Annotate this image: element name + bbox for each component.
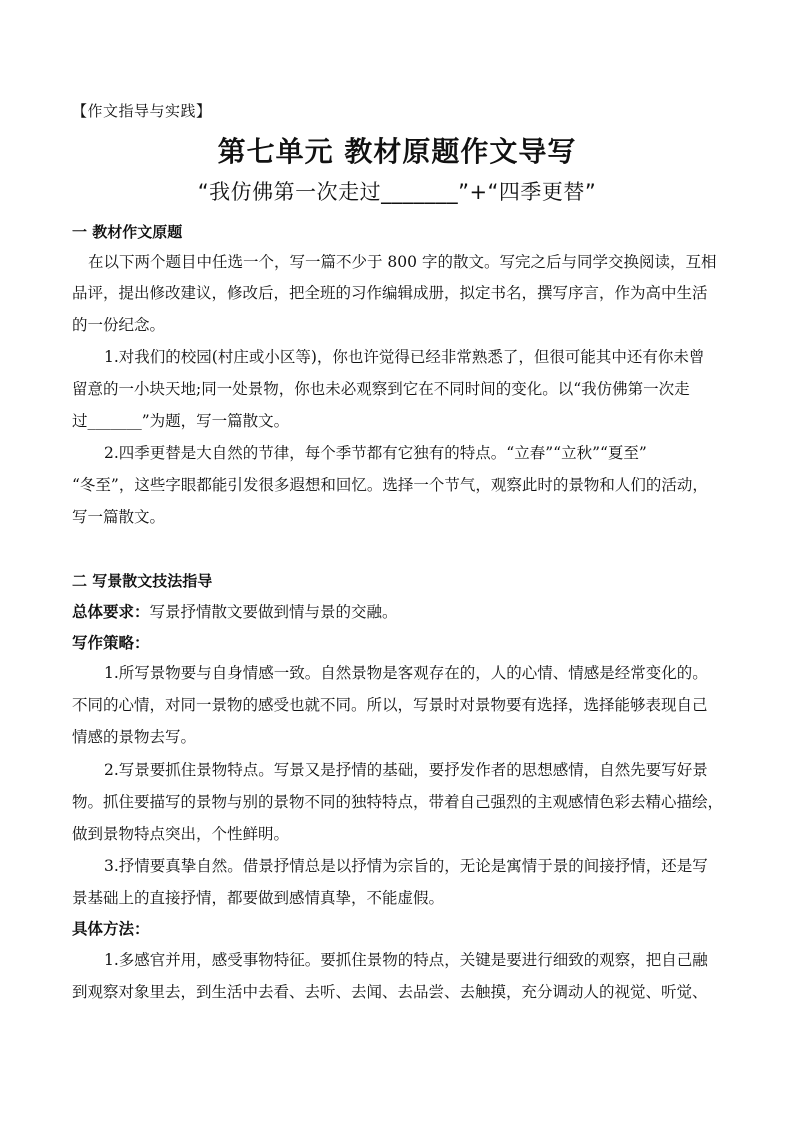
paragraph-line: 的一份纪念。 <box>72 316 166 334</box>
paragraph-line: 做到景物特点突出，个性鲜明。 <box>72 825 290 843</box>
paragraph-line: 1.对我们的校园(村庄或小区等)，你也许觉得已经非常熟悉了，但很可能其中还有你未曾 <box>104 348 705 366</box>
paragraph-line: 不同的心情，对同一景物的感受也就不同。所以，写景时对景物要有选择，选择能够表现自己 <box>72 696 708 714</box>
section2-heading: 二 写景散文技法指导 <box>72 572 213 590</box>
paragraph-line: 到观察对象里去，到生活中去看、去听、去闻、去品尝、去触摸，充分调动人的视觉、听觉、 <box>72 983 708 1001</box>
paragraph-line: 1.多感官并用，感受事物特征。要抓住景物的特点，关键是要进行细致的观察，把自己融 <box>104 951 708 969</box>
paragraph-line: 1.所写景物要与自身情感一致。自然景物是客观存在的，人的心情、情感是经常变化的。 <box>104 664 708 682</box>
paragraph-line: 品评，提出修改建议，修改后，把全班的习作编辑成册，拟定书名，撰写序言，作为高中生活 <box>72 284 708 302</box>
overall-requirement <box>72 600 398 622</box>
paragraph-line: 在以下两个题目中任选一个，写一篇不少于 800 字的散文。写完之后与同学交换阅读，互相 <box>88 253 717 271</box>
section1-heading: 一 教材作文原题 <box>72 223 183 241</box>
paragraph-line: 2.四季更替是大自然的节律，每个季节都有它独有的特点。“立春”“立秋”“夏至” <box>104 444 647 462</box>
section-tag: 【作文指导与实践】 <box>72 102 212 120</box>
paragraph-line: 物。抓住要描写的景物与别的景物不同的独特特点，带着自己强烈的主观感情色彩去精心描绘， <box>72 793 724 811</box>
paragraph-line: 写一篇散文。 <box>72 508 166 526</box>
page-subtitle: “我仿佛第一次走过_______”+“四季更替” <box>197 180 597 204</box>
method-label: 具体方法： <box>72 920 150 938</box>
page-title: 第七单元 教材原题作文导写 <box>217 135 577 168</box>
paragraph-line: 3.抒情要真挚自然。借景抒情总是以抒情为宗旨的，无论是寓情于景的间接抒情，还是写 <box>104 857 708 875</box>
paragraph-line: 情感的景物去写。 <box>72 728 197 746</box>
overall-text: 写景抒情散文要做到情与景的交融。 <box>149 603 398 621</box>
strategy-label: 写作策略： <box>72 634 150 652</box>
paragraph-line: 留意的一小块天地;同一处景物，你也未必观察到它在不同时间的变化。以“我仿佛第一次走 <box>72 380 690 398</box>
paragraph-line: 景基础上的直接抒情，都要做到感情真挚，不能虚假。 <box>72 889 445 907</box>
overall-label: 总体要求： <box>72 603 150 621</box>
paragraph-line: 过_______”为题，写一篇散文。 <box>72 412 290 430</box>
paragraph-line: “冬至”，这些字眼都能引发很多遐想和回忆。选择一个节气，观察此时的景物和人们的活动， <box>72 476 708 494</box>
paragraph-line: 2.写景要抓住景物特点。写景又是抒情的基础，要抒发作者的思想感情，自然先要写好景 <box>104 761 708 779</box>
